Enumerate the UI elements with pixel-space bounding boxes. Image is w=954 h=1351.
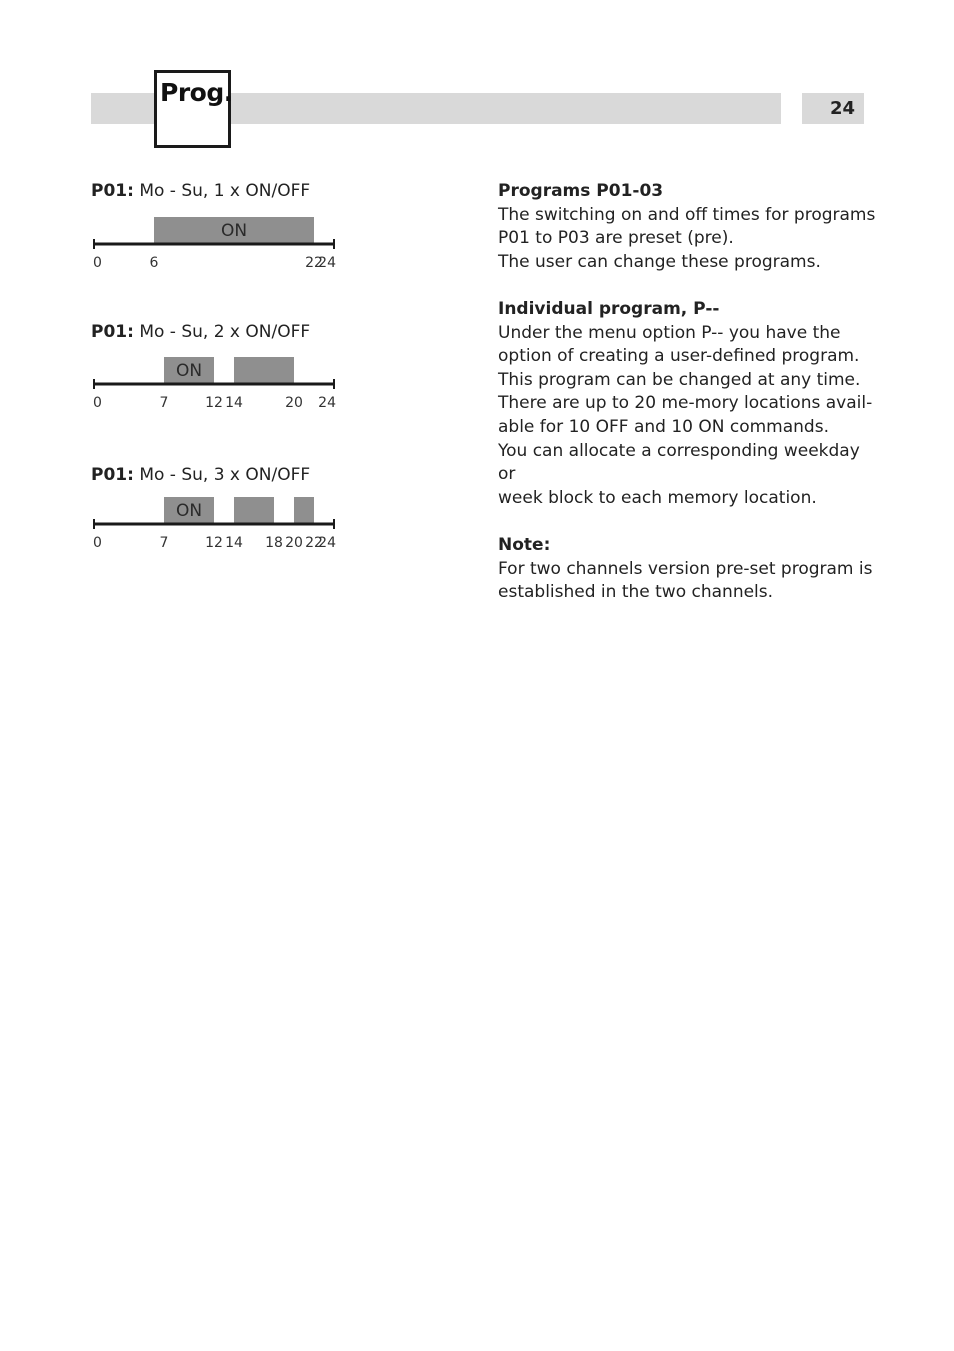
tick-label: 24	[318, 395, 336, 411]
tick-label: 7	[159, 395, 169, 411]
tick-label: 6	[149, 255, 159, 271]
tick-label: 20	[285, 535, 303, 551]
program-3-timeline	[91, 494, 341, 556]
on-label: ON	[175, 501, 203, 521]
tick-label: 22	[305, 255, 323, 271]
programs-line: The switching on and off times for programs	[498, 204, 876, 225]
tick-label: 0	[93, 535, 102, 551]
section-title: Prog.	[160, 78, 233, 107]
individual-line: There are up to 20 me-mory locations avail-	[498, 393, 873, 414]
individual-heading: Individual program, P--	[498, 298, 720, 319]
on-label: ON	[175, 361, 203, 381]
page-number: 24	[802, 93, 864, 124]
individual-line: week block to each memory location.	[498, 487, 817, 508]
tick-label: 20	[285, 395, 303, 411]
program-1-label: P01:	[91, 181, 134, 201]
section-title-box	[154, 70, 231, 148]
on-period-block	[234, 497, 274, 523]
note-heading: Note:	[498, 534, 551, 555]
tick-label: 22	[305, 535, 323, 551]
timeline-svg	[91, 494, 341, 556]
tick-label: 18	[265, 535, 283, 551]
tick-label: 14	[225, 395, 243, 411]
tick-label: 0	[93, 255, 102, 271]
tick-label: 12	[205, 535, 223, 551]
program-2-description: Mo - Su, 2 x ON/OFF	[139, 322, 311, 342]
program-2-timeline	[91, 354, 341, 416]
program-3-description: Mo - Su, 3 x ON/OFF	[139, 465, 311, 485]
note-line: For two channels version pre-set program is	[498, 558, 873, 579]
tick-label: 7	[159, 535, 169, 551]
program-3-label: P01:	[91, 465, 134, 485]
individual-line: You can allocate a corresponding weekday or	[498, 440, 860, 485]
individual-line: This program can be changed at any time.	[498, 369, 861, 390]
tick-label: 24	[318, 255, 336, 271]
on-period-block	[234, 357, 294, 383]
program-1-description: Mo - Su, 1 x ON/OFF	[139, 181, 311, 201]
programs-line: P01 to P03 are preset (pre).	[498, 228, 734, 249]
tick-label: 0	[93, 395, 102, 411]
individual-line: option of creating a user-defined program.	[498, 346, 860, 367]
individual-line: able for 10 OFF and 10 ON commands.	[498, 416, 829, 437]
tick-label: 12	[205, 395, 223, 411]
note-line: established in the two channels.	[498, 582, 774, 603]
timeline-svg	[91, 214, 341, 276]
tick-label: 14	[225, 535, 243, 551]
program-2-heading	[91, 322, 310, 342]
program-2-label: P01:	[91, 322, 134, 342]
on-label: ON	[220, 221, 248, 241]
programs-heading: Programs P01-03	[498, 181, 664, 201]
on-period-block	[294, 497, 314, 523]
program-1-heading	[91, 181, 310, 201]
individual-line: Under the menu option P-- you have the	[498, 322, 841, 343]
program-1-timeline	[91, 214, 341, 276]
programs-line: The user can change these programs.	[498, 251, 821, 272]
program-3-heading	[91, 465, 310, 485]
timeline-svg	[91, 354, 341, 416]
tick-label: 24	[318, 535, 336, 551]
right-column-text	[498, 180, 878, 605]
